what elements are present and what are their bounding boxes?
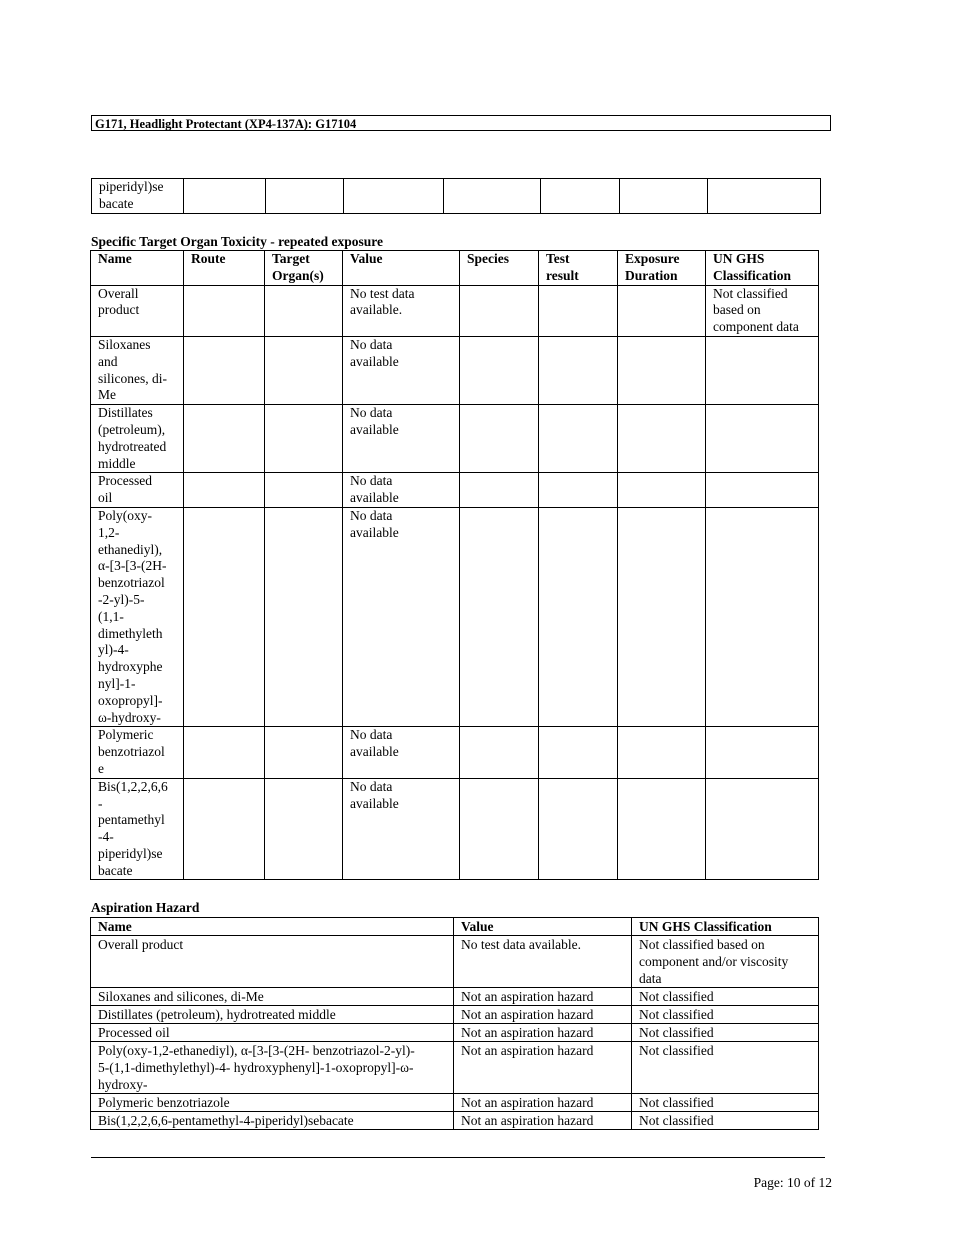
stot-section-title: Specific Target Organ Toxicity - repeated exposure xyxy=(91,234,383,249)
stot-cell xyxy=(706,727,819,778)
stot-row xyxy=(91,778,819,880)
stot-cell xyxy=(539,473,618,508)
stot-cell: Poly(oxy- 1,2- ethanediyl), α-[3-[3-(2H- benzotriazol -2-yl)-5- (1,1- dimethyleth yl)-4- hydroxyphe nyl]-1- oxopropyl]- ω-hydroxy- xyxy=(91,507,184,726)
stot-header-cell: Value xyxy=(343,251,460,286)
continuation-cell xyxy=(444,179,541,214)
stot-cell xyxy=(265,336,343,404)
stot-cell xyxy=(460,778,539,880)
aspiration-cell: Not an aspiration hazard xyxy=(454,1024,632,1042)
continuation-cell xyxy=(184,179,266,214)
stot-cell xyxy=(265,727,343,778)
stot-cell: No data available xyxy=(343,473,460,508)
stot-cell xyxy=(265,507,343,726)
stot-header-cell: Species xyxy=(460,251,539,286)
continuation-row xyxy=(92,179,821,214)
aspiration-cell: Not an aspiration hazard xyxy=(454,1006,632,1024)
aspiration-row xyxy=(91,1024,819,1042)
aspiration-cell: Not classified xyxy=(632,988,819,1006)
continuation-cell xyxy=(541,179,620,214)
stot-cell xyxy=(265,405,343,473)
stot-cell xyxy=(539,507,618,726)
stot-row xyxy=(91,727,819,778)
stot-cell xyxy=(184,778,265,880)
stot-header-cell: Target Organ(s) xyxy=(265,251,343,286)
stot-cell xyxy=(618,405,706,473)
aspiration-cell: Not classified based on component and/or viscosity data xyxy=(632,936,819,988)
stot-cell xyxy=(618,727,706,778)
stot-header-cell: Name xyxy=(91,251,184,286)
stot-cell xyxy=(706,336,819,404)
document-header: G171, Headlight Protectant (XP4-137A): G17104 xyxy=(91,115,831,131)
stot-cell: Processed oil xyxy=(91,473,184,508)
aspiration-header-cell: UN GHS Classification xyxy=(632,918,819,936)
aspiration-cell: Not classified xyxy=(632,1006,819,1024)
stot-cell xyxy=(184,727,265,778)
stot-cell xyxy=(618,285,706,336)
stot-cell xyxy=(460,727,539,778)
aspiration-section-title: Aspiration Hazard xyxy=(91,900,200,915)
aspiration-row xyxy=(91,1042,819,1094)
stot-cell: No data available xyxy=(343,405,460,473)
stot-cell xyxy=(265,778,343,880)
aspiration-row xyxy=(91,1094,819,1112)
continuation-cell: piperidyl)se bacate xyxy=(92,179,184,214)
stot-cell xyxy=(184,285,265,336)
stot-cell xyxy=(539,336,618,404)
aspiration-cell: Siloxanes and silicones, di-Me xyxy=(91,988,454,1006)
aspiration-header-cell: Value xyxy=(454,918,632,936)
stot-cell: Siloxanes and silicones, di- Me xyxy=(91,336,184,404)
stot-cell xyxy=(539,285,618,336)
aspiration-cell: Not an aspiration hazard xyxy=(454,988,632,1006)
stot-header-cell: UN GHS Classification xyxy=(706,251,819,286)
stot-cell: Overall product xyxy=(91,285,184,336)
aspiration-cell: Distillates (petroleum), hydrotreated middle xyxy=(91,1006,454,1024)
stot-cell xyxy=(618,473,706,508)
continuation-cell xyxy=(708,179,821,214)
stot-cell: No data available xyxy=(343,778,460,880)
aspiration-cell: Bis(1,2,2,6,6-pentamethyl-4-piperidyl)sebacate xyxy=(91,1112,454,1130)
aspiration-cell: Not an aspiration hazard xyxy=(454,1042,632,1094)
aspiration-cell: Poly(oxy-1,2-ethanediyl), α-[3-[3-(2H- benzotriazol-2-yl)- 5-(1,1-dimethylethyl)-4- hydroxyphenyl]-1-oxopropyl]-ω- hydroxy- xyxy=(91,1042,454,1094)
stot-cell xyxy=(265,473,343,508)
stot-header-cell: Test result xyxy=(539,251,618,286)
stot-cell: Distillates (petroleum), hydrotreated middle xyxy=(91,405,184,473)
aspiration-cell: No test data available. xyxy=(454,936,632,988)
stot-table xyxy=(90,250,819,880)
aspiration-row xyxy=(91,936,819,988)
stot-header-cell: Route xyxy=(184,251,265,286)
aspiration-cell: Not an aspiration hazard xyxy=(454,1094,632,1112)
stot-cell xyxy=(265,285,343,336)
stot-cell xyxy=(706,507,819,726)
aspiration-cell: Polymeric benzotriazole xyxy=(91,1094,454,1112)
stot-cell xyxy=(460,285,539,336)
continuation-cell xyxy=(266,179,344,214)
aspiration-cell: Not an aspiration hazard xyxy=(454,1112,632,1130)
continuation-cell xyxy=(620,179,708,214)
stot-cell xyxy=(539,727,618,778)
stot-cell xyxy=(460,507,539,726)
stot-cell xyxy=(618,778,706,880)
stot-row xyxy=(91,336,819,404)
stot-cell xyxy=(184,473,265,508)
aspiration-row xyxy=(91,1112,819,1130)
stot-cell xyxy=(618,507,706,726)
stot-cell: No test data available. xyxy=(343,285,460,336)
stot-cell xyxy=(460,405,539,473)
aspiration-header-cell: Name xyxy=(91,918,454,936)
stot-cell xyxy=(706,405,819,473)
aspiration-cell: Not classified xyxy=(632,1024,819,1042)
stot-cell xyxy=(618,336,706,404)
aspiration-table xyxy=(90,917,819,1130)
stot-cell: No data available xyxy=(343,507,460,726)
continuation-table xyxy=(91,178,821,214)
stot-cell: Bis(1,2,2,6,6 - pentamethyl -4- piperidyl)se bacate xyxy=(91,778,184,880)
aspiration-row xyxy=(91,988,819,1006)
aspiration-cell: Processed oil xyxy=(91,1024,454,1042)
stot-cell xyxy=(706,778,819,880)
stot-cell xyxy=(539,405,618,473)
stot-cell: Polymeric benzotriazol e xyxy=(91,727,184,778)
continuation-cell xyxy=(344,179,444,214)
stot-row xyxy=(91,285,819,336)
stot-header-cell: Exposure Duration xyxy=(618,251,706,286)
stot-cell xyxy=(184,336,265,404)
stot-cell: Not classified based on component data xyxy=(706,285,819,336)
stot-cell xyxy=(184,405,265,473)
page-number: Page: 10 of 12 xyxy=(753,1175,832,1190)
footer-divider xyxy=(91,1157,825,1158)
stot-cell xyxy=(460,336,539,404)
aspiration-cell: Not classified xyxy=(632,1042,819,1094)
stot-cell xyxy=(460,473,539,508)
stot-row xyxy=(91,507,819,726)
aspiration-cell: Overall product xyxy=(91,936,454,988)
stot-cell xyxy=(184,507,265,726)
aspiration-cell: Not classified xyxy=(632,1112,819,1130)
stot-cell: No data available xyxy=(343,336,460,404)
stot-row xyxy=(91,473,819,508)
aspiration-row xyxy=(91,1006,819,1024)
stot-cell xyxy=(706,473,819,508)
stot-cell: No data available xyxy=(343,727,460,778)
stot-row xyxy=(91,405,819,473)
aspiration-cell: Not classified xyxy=(632,1094,819,1112)
stot-cell xyxy=(539,778,618,880)
